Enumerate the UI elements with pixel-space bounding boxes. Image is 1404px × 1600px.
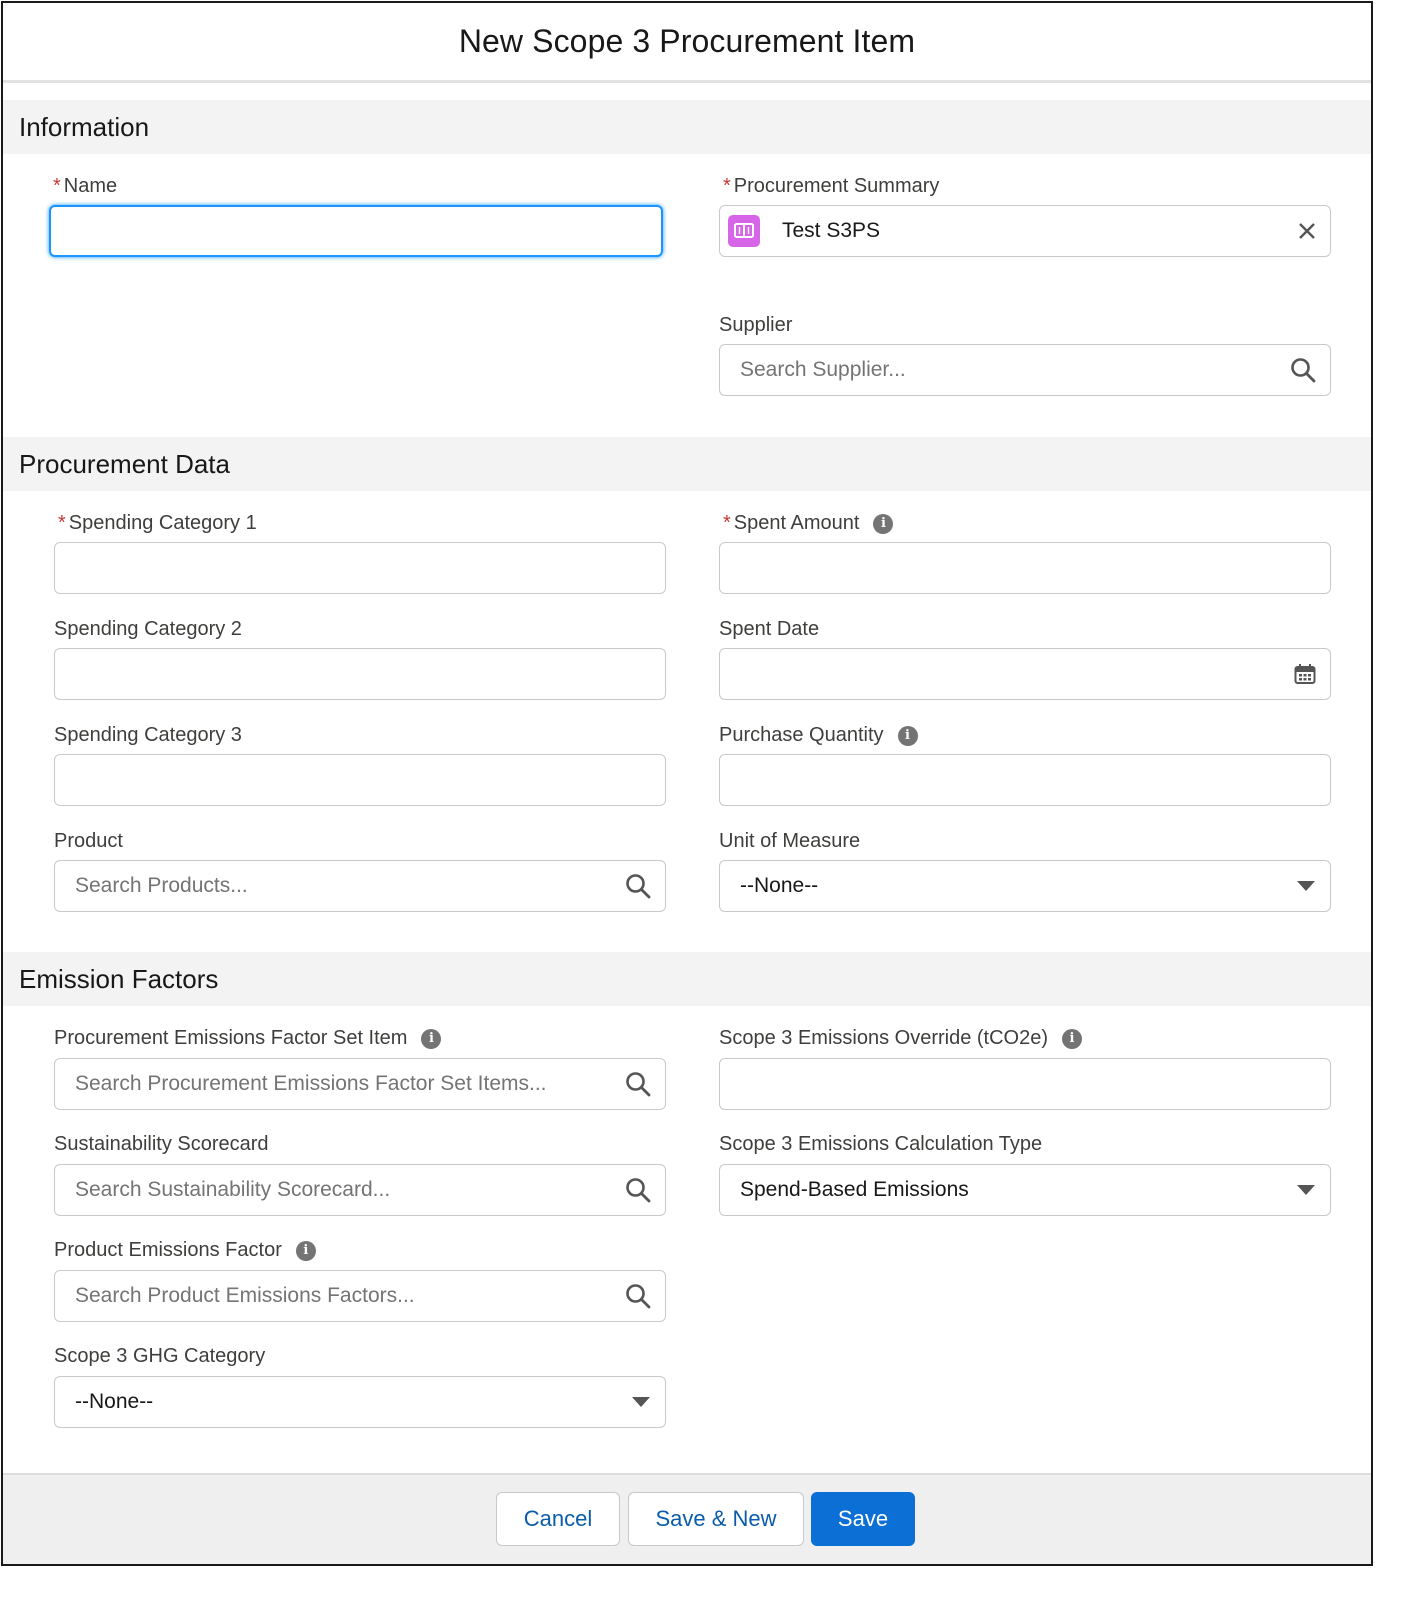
search-icon: [625, 1071, 651, 1097]
spending-category-3-input[interactable]: [54, 754, 666, 806]
clear-selection-icon[interactable]: [1298, 222, 1316, 240]
spending-category-2-label: Spending Category 2: [54, 618, 242, 640]
search-icon: [625, 1177, 651, 1203]
chevron-down-icon: [631, 1396, 651, 1408]
spent-amount-input[interactable]: [719, 542, 1331, 594]
procurement-summary-value: Test S3PS: [782, 219, 881, 242]
spent-date-label: Spent Date: [719, 618, 820, 640]
spending-category-1-input[interactable]: [54, 542, 666, 594]
chevron-down-icon: [1296, 880, 1316, 892]
scope3-ghg-category-label: Scope 3 GHG Category: [54, 1345, 266, 1367]
required-marker: *: [723, 175, 731, 197]
modal-header: [3, 3, 1371, 83]
section-title: Emission Factors: [19, 963, 219, 994]
cancel-button[interactable]: Cancel: [496, 1492, 620, 1546]
product-emissions-factor-label: Product Emissions Factor i: [54, 1239, 316, 1262]
spent-date-input[interactable]: [719, 648, 1331, 700]
search-icon: [1290, 357, 1316, 383]
procurement-summary-lookup[interactable]: [719, 205, 1331, 257]
purchase-quantity-input[interactable]: [719, 754, 1331, 806]
product-search-input[interactable]: Search Products...: [54, 860, 666, 912]
sustainability-scorecard-search-input[interactable]: Search Sustainability Scorecard...: [54, 1164, 666, 1216]
new-record-modal: [1, 1, 1373, 1566]
required-marker: *: [58, 512, 66, 534]
unit-of-measure-select[interactable]: --None--: [719, 860, 1331, 912]
required-marker: *: [723, 512, 731, 534]
calendar-icon[interactable]: [1294, 663, 1316, 685]
pef-set-item-label: Procurement Emissions Factor Set Item i: [54, 1027, 441, 1050]
search-icon: [625, 873, 651, 899]
product-emissions-factor-search-input[interactable]: Search Product Emissions Factors...: [54, 1270, 666, 1322]
purchase-quantity-label: Purchase Quantity i: [719, 724, 918, 747]
info-icon[interactable]: i: [873, 514, 893, 534]
procurement-summary-record-icon: [728, 215, 760, 247]
search-icon: [625, 1283, 651, 1309]
chevron-down-icon: [1296, 1184, 1316, 1196]
scope3-override-input[interactable]: [719, 1058, 1331, 1110]
pef-set-item-search-input[interactable]: Search Procurement Emissions Factor Set Items...: [54, 1058, 666, 1110]
spending-category-3-label: Spending Category 3: [54, 724, 242, 746]
supplier-search-input[interactable]: Search Supplier...: [719, 344, 1331, 396]
modal-title: New Scope 3 Procurement Item: [458, 23, 916, 59]
scope3-calc-type-select[interactable]: Spend-Based Emissions: [719, 1164, 1331, 1216]
sustainability-scorecard-label: Sustainability Scorecard: [54, 1133, 269, 1155]
required-marker: *: [53, 175, 61, 197]
supplier-label: Supplier: [719, 314, 793, 336]
scope3-ghg-category-select[interactable]: --None--: [54, 1376, 666, 1428]
spending-category-2-input[interactable]: [54, 648, 666, 700]
modal-footer: [3, 1473, 1371, 1564]
section-procurement-data[interactable]: [3, 437, 1371, 491]
section-title: Procurement Data: [19, 448, 230, 479]
info-icon[interactable]: i: [1062, 1029, 1082, 1049]
save-button[interactable]: Save: [811, 1492, 915, 1546]
section-title: Information: [19, 111, 150, 142]
info-icon[interactable]: i: [421, 1029, 441, 1049]
unit-of-measure-label: Unit of Measure: [719, 830, 861, 852]
procurement-summary-label: * Procurement Summary: [723, 175, 940, 197]
save-and-new-button[interactable]: Save & New: [628, 1492, 804, 1546]
scope3-override-label: Scope 3 Emissions Override (tCO2e) i: [719, 1027, 1082, 1050]
name-label: * Name: [53, 175, 118, 197]
product-label: Product: [54, 830, 123, 852]
section-emission-factors[interactable]: [3, 952, 1371, 1006]
section-information[interactable]: [3, 100, 1371, 154]
info-icon[interactable]: i: [898, 726, 918, 746]
scope3-calc-type-label: Scope 3 Emissions Calculation Type: [719, 1133, 1043, 1155]
name-input[interactable]: [49, 205, 663, 257]
spent-amount-label: * Spent Amount i: [723, 512, 893, 535]
spending-category-1-label: * Spending Category 1: [58, 512, 257, 534]
info-icon[interactable]: i: [296, 1241, 316, 1261]
